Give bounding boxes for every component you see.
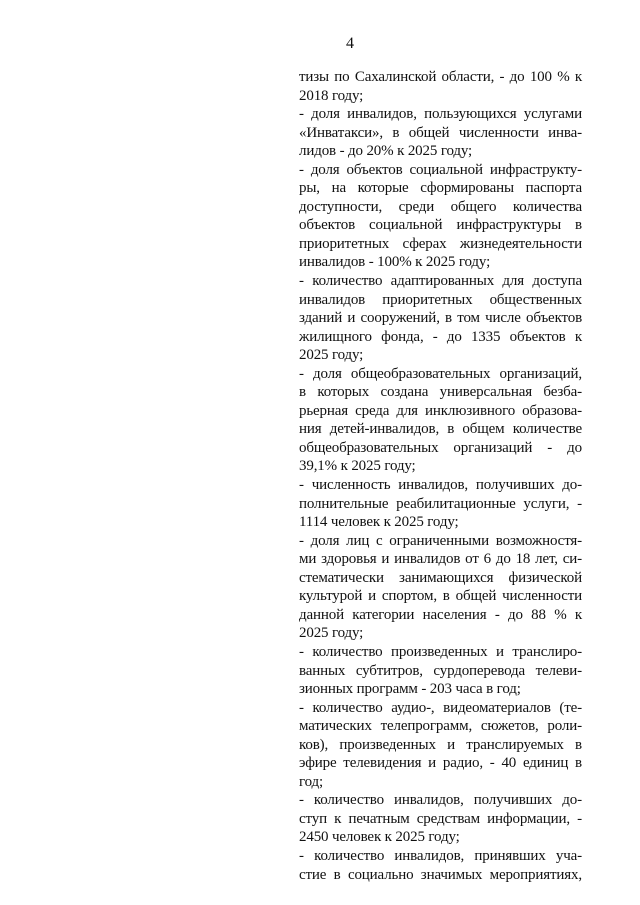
text-line: эфире телевидения и радио, - 40 единиц в bbox=[299, 755, 582, 772]
text-line: «Инватакси», в общей численности инва- bbox=[299, 124, 582, 141]
text-line: данной категории населения - до 88 % к bbox=[299, 606, 582, 623]
text-line: год; bbox=[299, 773, 324, 790]
text-line: матических телепрограмм, сюжетов, роли- bbox=[299, 718, 582, 735]
text-line: в которых создана универсальная безба- bbox=[299, 384, 582, 401]
text-line: - доля объектов социальной инфраструкту- bbox=[299, 161, 582, 178]
text-line: 2025 году; bbox=[299, 347, 364, 364]
text-line: зданий и сооружений, в том числе объектов bbox=[299, 310, 582, 327]
text-line: - доля общеобразовательных организаций, bbox=[299, 365, 582, 382]
text-line: ванных субтитров, сурдоперевода телеви- bbox=[299, 662, 582, 679]
text-line: 1114 человек к 2025 году; bbox=[299, 514, 459, 531]
text-line: инвалидов - 100% к 2025 году; bbox=[299, 254, 491, 271]
text-line: ния детей-инвалидов, в общем количестве bbox=[299, 421, 582, 438]
text-line: общеобразовательных организаций - до bbox=[299, 439, 582, 456]
text-line: - количество произведенных и транслиро- bbox=[299, 643, 582, 660]
text-line: - численность инвалидов, получивших до- bbox=[299, 477, 582, 494]
text-line: - количество инвалидов, получивших до- bbox=[299, 792, 582, 809]
text-line: 2025 году; bbox=[299, 625, 364, 642]
text-line: зионных программ - 203 часа в год; bbox=[299, 681, 521, 698]
text-line: доступности, среди общего количества bbox=[299, 198, 582, 215]
text-line: 39,1% к 2025 году; bbox=[299, 458, 416, 475]
text-line: рьерная среда для инклюзивного образова- bbox=[299, 402, 582, 419]
text-line: стие в социально значимых мероприятиях, bbox=[299, 866, 582, 883]
text-line: ми здоровья и инвалидов от 6 до 18 лет, си- bbox=[299, 551, 582, 568]
text-line: тизы по Сахалинской области, - до 100 % к bbox=[299, 69, 582, 85]
text-line: стематически занимающихся физической bbox=[299, 569, 582, 586]
text-line: - количество инвалидов, принявших уча- bbox=[299, 847, 582, 864]
body-text bbox=[299, 68, 582, 884]
text-line: ков), произведенных и транслируемых в bbox=[299, 736, 582, 753]
text-line: - количество адаптированных для доступа bbox=[299, 273, 582, 290]
text-line: лидов - до 20% к 2025 году; bbox=[299, 143, 473, 160]
text-line: жилищного фонда, - до 1335 объектов к bbox=[299, 328, 582, 345]
text-line: ступ к печатным средствам информации, - bbox=[299, 810, 582, 827]
text-line: полнительные реабилитационные услуги, - bbox=[299, 495, 582, 512]
text-line: - количество аудио-, видеоматериалов (те- bbox=[299, 699, 582, 716]
text-line: - доля инвалидов, пользующихся услугами bbox=[299, 106, 582, 123]
page-number: 4 bbox=[346, 35, 354, 52]
text-line: ры, на которые сформированы паспорта bbox=[299, 180, 582, 197]
text-line: 2018 году; bbox=[299, 87, 364, 104]
text-line: инвалидов приоритетных общественных bbox=[299, 291, 582, 308]
text-line: 2450 человек к 2025 году; bbox=[299, 829, 460, 846]
text-line: культурой и спортом, в общей численности bbox=[299, 588, 582, 605]
text-line: - доля лиц с ограниченными возможностя- bbox=[299, 532, 582, 549]
text-line: объектов социальной инфраструктуры в bbox=[299, 217, 582, 234]
text-line: приоритетных сферах жизнедеятельности bbox=[299, 235, 582, 252]
